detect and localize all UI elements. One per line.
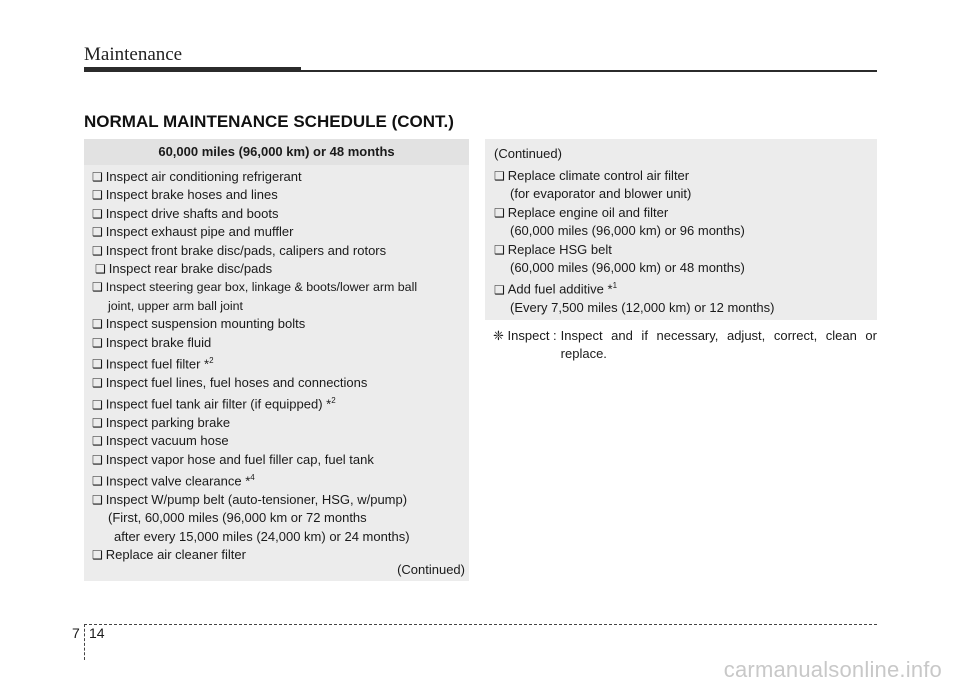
list-item: ❑ Inspect fuel lines, fuel hoses and connections xyxy=(92,374,469,392)
list-item-continuation: (60,000 miles (96,000 km) or 48 months) xyxy=(510,260,745,276)
note-text: Inspect and if necessary, adjust, correct, clean or replace. xyxy=(560,328,877,362)
checkbox-icon: ❑ xyxy=(494,169,505,183)
list-item: ❑ Add fuel additive *$^1$ xyxy=(494,277,877,299)
checkbox-icon: ❑ xyxy=(92,492,103,507)
header-title: Maintenance xyxy=(84,44,183,65)
list-item: ❑ Inspect fuel tank air filter (if equipped) *$^2$ xyxy=(92,392,469,414)
inspect-note xyxy=(493,327,877,364)
list-item: ❑ Replace air cleaner filter xyxy=(92,546,469,564)
footnote-marker: 2 xyxy=(209,356,214,366)
list-item: ❑ Inspect air conditioning refrigerant xyxy=(92,168,469,186)
list-item: ❑ Inspect fuel filter *$^2$ xyxy=(92,352,469,374)
footnote-marker: 4 xyxy=(250,473,255,483)
checklist-left xyxy=(84,165,469,565)
chapter-number: 7 xyxy=(72,625,80,641)
checkbox-icon: ❑ xyxy=(92,375,103,390)
list-item: ❑ Inspect vapor hose and fuel filler cap, fuel tank xyxy=(92,451,469,469)
checkbox-icon: ❑ xyxy=(92,452,103,467)
page-number: 14 xyxy=(89,625,105,641)
header-rule-thin xyxy=(301,70,877,72)
checkbox-icon: ❑ xyxy=(92,243,103,258)
list-item-continuation: (60,000 miles (96,000 km) or 96 months) xyxy=(510,223,745,239)
list-item-continuation: (First, 60,000 miles (96,000 km or 72 months xyxy=(108,510,367,526)
checkbox-icon: ❑ xyxy=(92,357,103,372)
checkbox-icon: ❑ xyxy=(92,225,103,240)
list-item: ❑ Inspect brake hoses and lines xyxy=(92,186,469,204)
continued-label: (Continued) xyxy=(397,562,465,577)
footer-rule xyxy=(84,624,877,625)
list-item: ❑ Inspect brake fluid xyxy=(92,334,469,352)
list-item: ❑ Inspect exhaust pipe and muffler xyxy=(92,223,469,241)
list-item-continuation: (for evaporator and blower unit) xyxy=(510,186,692,202)
watermark: carmanualsonline.info xyxy=(723,657,942,682)
checkbox-icon: ❑ xyxy=(494,205,505,220)
checkbox-icon: ❑ xyxy=(494,282,505,297)
list-item-continuation: (Every 7,500 miles (12,000 km) or 12 months) xyxy=(510,300,775,316)
list-item: ❑ Inspect W/pump belt (auto-tensioner, HSG, w/pump) xyxy=(92,491,469,509)
list-item: ❑ Replace engine oil and filter xyxy=(494,204,877,222)
list-item: ❑ Inspect vacuum hose xyxy=(92,432,469,450)
checkbox-icon: ❑ xyxy=(92,317,103,332)
checkbox-icon: ❑ xyxy=(92,335,103,350)
panel-heading: 60,000 miles (96,000 km) or 48 months xyxy=(84,139,469,165)
checkbox-icon: ❑ xyxy=(92,397,103,412)
checkbox-icon: ❑ xyxy=(92,280,103,295)
list-item: ❑ Replace climate control air filter xyxy=(494,167,877,185)
checkbox-icon: ❑ xyxy=(92,474,103,489)
checkbox-icon: ❑ xyxy=(92,188,103,203)
list-item: ❑ Inspect valve clearance *$^4$ xyxy=(92,469,469,491)
list-item-continuation: joint, upper arm ball joint xyxy=(108,298,243,313)
checkbox-icon: ❑ xyxy=(92,434,103,449)
checkbox-icon: ❑ xyxy=(92,548,103,563)
section-title: NORMAL MAINTENANCE SCHEDULE (CONT.) xyxy=(84,112,454,131)
list-item: ❑ Inspect suspension mounting bolts xyxy=(92,315,469,333)
list-item: ❑ Inspect parking brake xyxy=(92,414,469,432)
continued-label: (Continued) xyxy=(494,146,562,161)
list-item-continuation: after every 15,000 miles (24,000 km) or 24 months) xyxy=(114,528,410,544)
checkbox-icon: ❑ xyxy=(92,206,103,221)
footnote-marker: 1 xyxy=(612,281,618,291)
checkbox-icon: ❑ xyxy=(494,242,505,257)
footnote-marker: 2 xyxy=(331,396,336,406)
header-rule-thick xyxy=(84,67,301,72)
schedule-panel-right xyxy=(485,139,877,320)
checkbox-icon: ❑ xyxy=(92,170,103,184)
checkbox-icon: ❑ xyxy=(92,415,103,430)
list-item: ❑ Inspect front brake disc/pads, calipers and rotors xyxy=(92,242,469,260)
list-item: ❑ Inspect drive shafts and boots xyxy=(92,205,469,223)
schedule-panel-left xyxy=(84,139,469,581)
list-item: ❑ Inspect steering gear box, linkage & boots/lower arm ball xyxy=(92,278,469,296)
note-label: Inspect : xyxy=(507,328,557,343)
list-item: ❑ Replace HSG belt xyxy=(494,241,877,259)
page-number-divider xyxy=(84,624,85,660)
checkbox-icon: ❑ xyxy=(95,262,106,277)
list-item: ❑ Inspect rear brake disc/pads xyxy=(92,260,469,278)
checklist-right xyxy=(485,163,877,318)
note-symbol-icon: ❈ xyxy=(493,328,504,343)
